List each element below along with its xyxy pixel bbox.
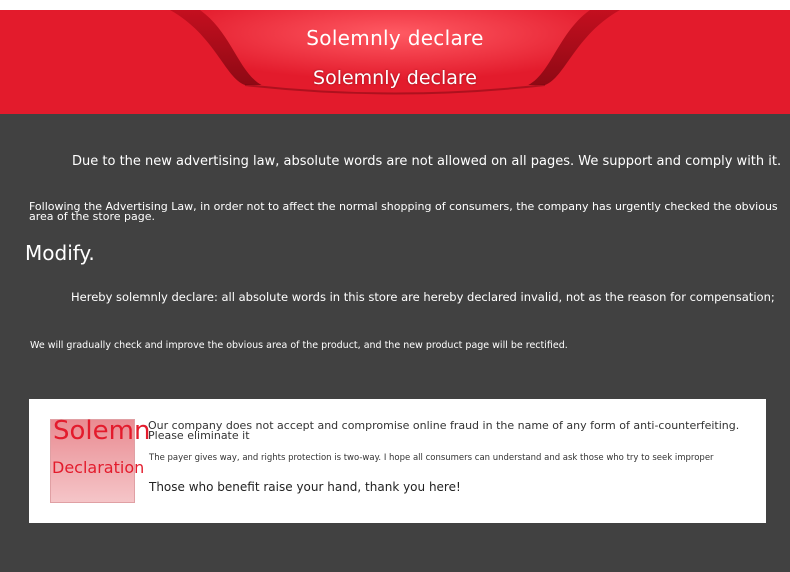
notice-paragraph-3: Hereby solemnly declare: all absolute words in this store are hereby declared invalid, not as the reason for compensation; <box>71 290 775 304</box>
declaration-card <box>29 399 766 523</box>
card-text-line-3: Those who benefit raise your hand, thank you here! <box>149 480 461 494</box>
header-banner <box>0 10 790 114</box>
banner-title: Solemnly declare <box>306 26 484 50</box>
notice-paragraph-1: Due to the new advertising law, absolute words are not allowed on all pages. We support and comply with it. <box>72 154 782 169</box>
card-text-line-2: The payer gives way, and rights protection is two-way. I hope all consumers can understand and ask those who try to seek improper <box>149 453 714 463</box>
card-text-line-1: Our company does not accept and compromise online fraud in the name of any form of anti-counterfeiting. Please eliminate it <box>148 419 740 442</box>
seal-subtitle: Declaration <box>52 458 145 477</box>
notice-paragraph-4: We will gradually check and improve the obvious area of the product, and the new product page will be rectified. <box>30 340 568 351</box>
banner-subtitle: Solemnly declare <box>313 67 477 89</box>
top-white-strip <box>0 0 790 10</box>
notice-paragraph-2: Following the Advertising Law, in order not to affect the normal shopping of consumers, the company has urgently checked the obvious area of the store page. <box>29 200 778 223</box>
modify-heading: Modify. <box>25 241 95 265</box>
seal-title: Solemn <box>53 416 151 446</box>
